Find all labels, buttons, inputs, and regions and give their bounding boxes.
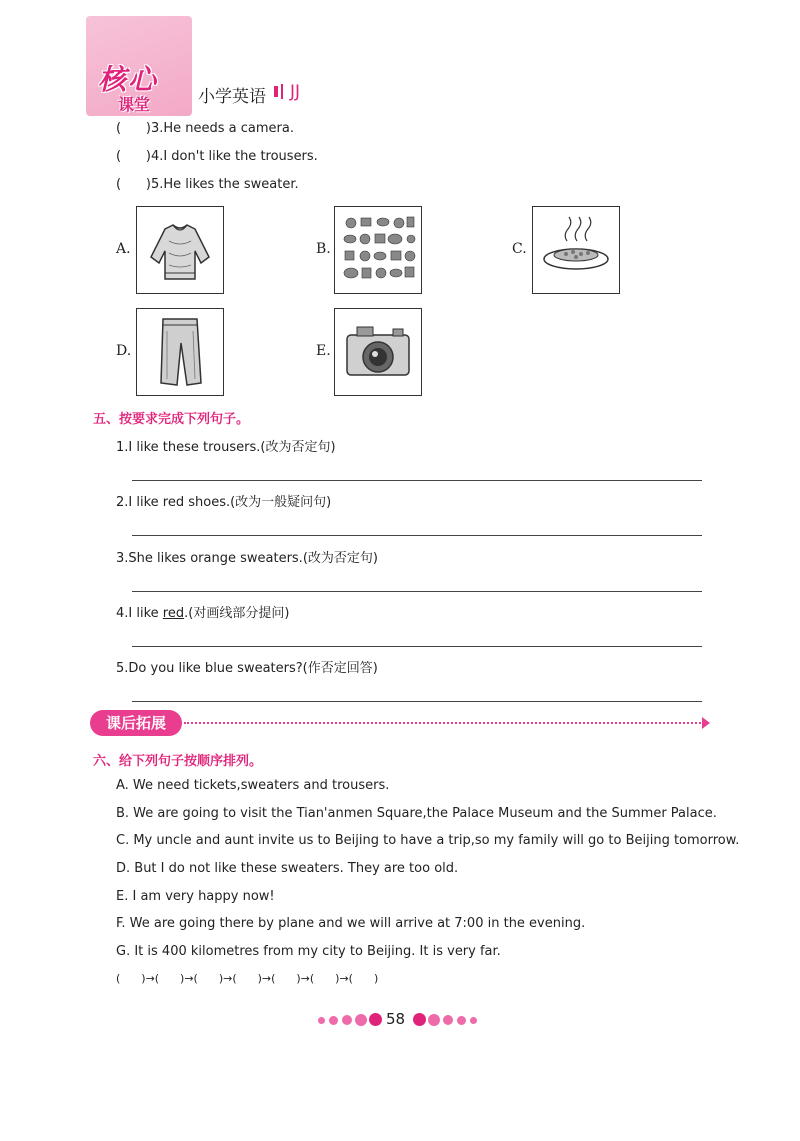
sweater-icon — [137, 207, 223, 293]
logo-title: 核心 — [98, 63, 159, 96]
section5-question-3 — [116, 547, 378, 566]
sentence-d: D. But I do not like these sweaters. They are too old. — [116, 861, 459, 876]
footer-dot — [428, 1014, 440, 1026]
banner-dotted-line — [184, 722, 704, 724]
question-text: 4.I like — [116, 606, 163, 621]
sentence-f: F. We are going there by plane and we will arrive at 7:00 in the evening. — [116, 916, 586, 931]
underlined-word: red — [162, 606, 185, 621]
subject-separator-bar — [281, 84, 283, 99]
footer-dot — [457, 1016, 466, 1025]
footer-dot — [443, 1015, 453, 1025]
answer-line — [132, 535, 702, 536]
sentence-e: E. I am very happy now! — [116, 889, 275, 904]
footer-dot — [342, 1015, 352, 1025]
question-note: (改为一般疑问句) — [230, 495, 332, 510]
question-text-end: . — [184, 606, 189, 621]
sentence-b: B. We are going to visit the Tian'anmen Square,the Palace Museum and the Summer Palace. — [116, 806, 717, 821]
section5-question-4 — [116, 602, 289, 621]
sentence-g: G. It is 400 kilometres from my city to Beijing. It is very far. — [116, 944, 501, 959]
picture-option-e — [334, 308, 422, 396]
matching-item: ( )3.He needs a camera. — [116, 121, 294, 136]
question-text: 5.Do you like blue sweaters? — [116, 661, 303, 676]
picture-option-b — [334, 206, 422, 294]
section5-question-2 — [116, 491, 331, 510]
section5-title: 五、按要求完成下列句子。 — [93, 412, 250, 427]
answer-line — [132, 701, 702, 702]
footer-dot — [355, 1014, 367, 1026]
logo-subtitle: 课堂 — [118, 95, 151, 114]
question-note: (作否定回答) — [302, 661, 378, 676]
edition-label: JJ — [290, 82, 301, 102]
picture-label-d: D. — [116, 343, 132, 359]
subject-separator — [274, 86, 278, 97]
picture-label-b: B. — [316, 241, 331, 257]
section5-question-5 — [116, 657, 378, 676]
banner-arrow-icon — [702, 717, 710, 729]
section6-title: 六、给下列句子按顺序排列。 — [93, 754, 263, 769]
subject-title: 小学英语 — [198, 87, 266, 107]
page-number: 58 — [386, 1010, 406, 1028]
section5-question-1 — [116, 436, 336, 455]
order-blanks: ( )→( )→( )→( )→( )→( )→( ) — [116, 972, 379, 985]
footer-dot — [470, 1017, 477, 1024]
sentence-a: A. We need tickets,sweaters and trousers. — [116, 778, 390, 793]
footer-dot — [369, 1013, 382, 1026]
question-note: (改为否定句) — [260, 440, 336, 455]
question-note: (改为否定句) — [302, 551, 378, 566]
camera-icon — [335, 309, 421, 395]
question-text: 3.She likes orange sweaters. — [116, 551, 303, 566]
footer-dot — [413, 1013, 426, 1026]
trousers-icon — [137, 309, 223, 395]
answer-line — [132, 591, 702, 592]
answer-line — [132, 646, 702, 647]
question-text: 1.I like these trousers. — [116, 440, 261, 455]
footer-dot — [318, 1017, 325, 1024]
picture-label-e: E. — [316, 343, 331, 359]
picture-label-a: A. — [116, 241, 131, 257]
matching-item: ( )4.I don't like the trousers. — [116, 149, 318, 164]
section-banner: 课后拓展 — [90, 710, 182, 736]
sentence-c: C. My uncle and aunt invite us to Beijing to have a trip,so my family will go to Beijing tomorrow. — [116, 833, 740, 848]
picture-label-c: C. — [512, 241, 527, 257]
question-note: (对画线部分提问) — [188, 606, 290, 621]
hot-dish-icon — [533, 207, 619, 293]
answer-line — [132, 480, 702, 481]
food-collage-icon — [335, 207, 421, 293]
picture-option-a — [136, 206, 224, 294]
picture-option-c — [532, 206, 620, 294]
footer-dot — [329, 1016, 338, 1025]
picture-option-d — [136, 308, 224, 396]
question-text: 2.I like red shoes. — [116, 495, 231, 510]
matching-item: ( )5.He likes the sweater. — [116, 177, 299, 192]
